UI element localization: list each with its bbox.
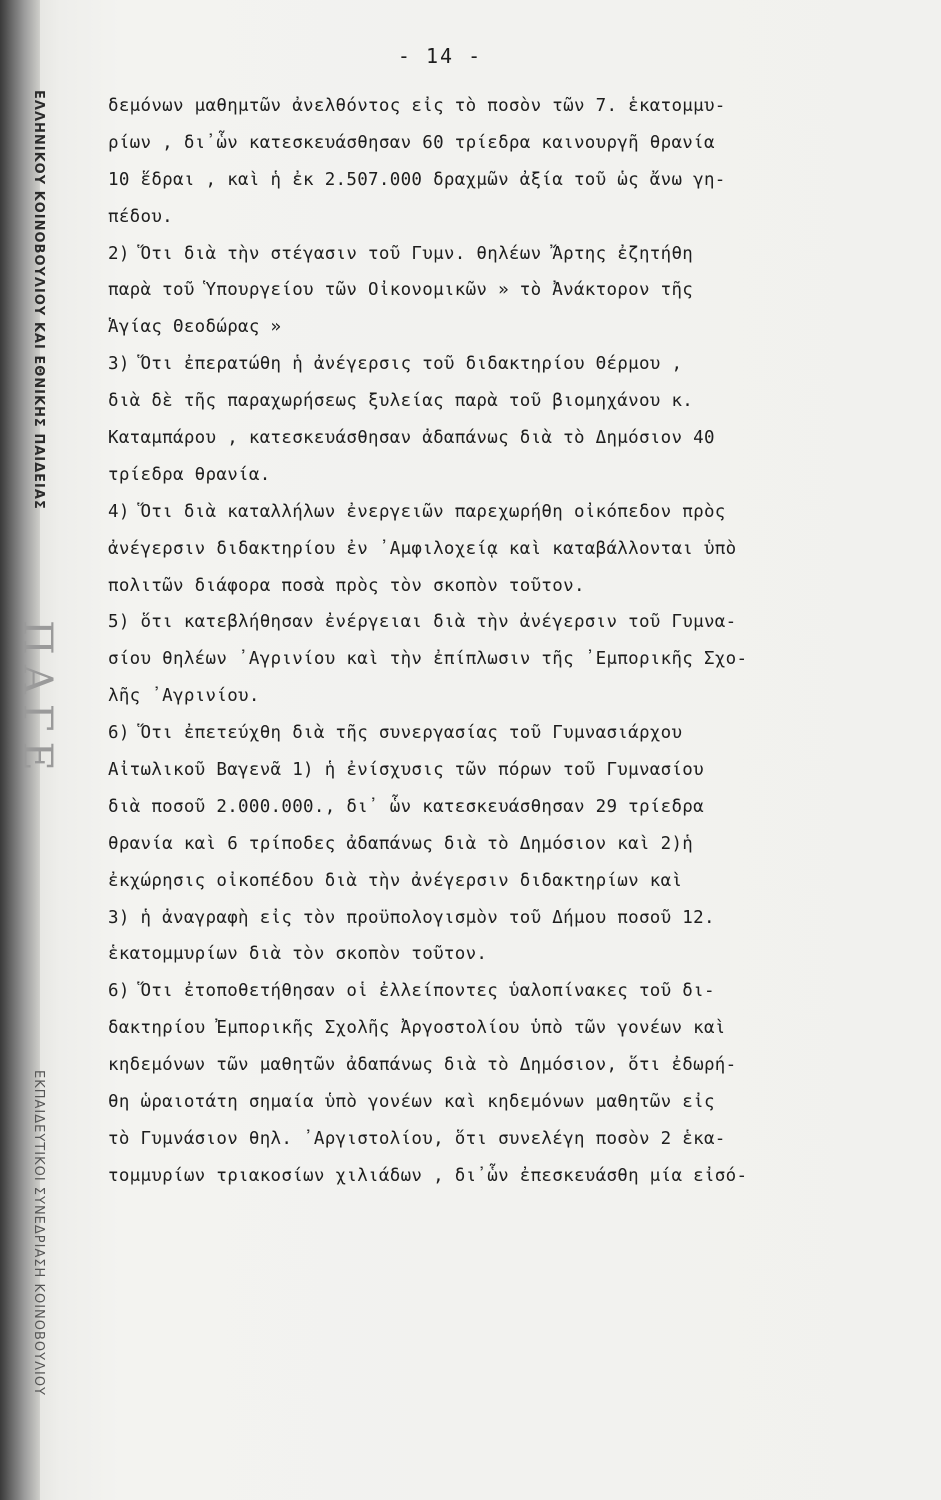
text-line: ἑκατομμυρίων διὰ τὸν σκοπὸν τοῦτον.	[108, 944, 488, 965]
text-line: τρίεδρα θρανία.	[108, 464, 271, 485]
text-line: ρίων , δι᾿ὧν κατεσκευάσθησαν 60 τρίεδρα καινουργῆ θρανία	[108, 132, 715, 153]
text-line: 4) Ὅτι διὰ καταλλήλων ἐνεργειῶν παρεχωρήθη οἰκόπεδον πρὸς	[108, 501, 726, 522]
text-line: Ἁγίας Θεοδώρας »	[108, 317, 282, 338]
text-line: παρὰ τοῦ Ὑπουργείου τῶν Οἰκονομικῶν » τὸ Ἀνάκτορον τῆς	[108, 280, 694, 301]
text-line: 10 ἕδραι , καὶ ἡ ἐκ 2.507.000 δραχμῶν ἀξία τοῦ ὡς ἄνω γη-	[108, 169, 726, 190]
text-line: θρανία καὶ 6 τρίποδες ἀδαπάνως διὰ τὸ Δημόσιον καὶ 2)ἡ	[108, 833, 694, 854]
text-line: 2) Ὅτι διὰ τὴν στέγασιν τοῦ Γυμν. θηλέων Ἄρτης ἐζητήθη	[108, 243, 694, 264]
text-line: τομμυρίων τριακοσίων χιλιάδων , δι᾿ὧν ἐπεσκευάσθη μία εἰσό-	[108, 1165, 748, 1186]
text-line: 3) Ὅτι ἐπερατώθη ἡ ἀνέγερσις τοῦ διδακτηρίου Θέρμου ,	[108, 354, 683, 375]
text-line: δακτηρίου Ἐμπορικῆς Σχολῆς Ἀργοστολίου ὑπὸ τῶν γονέων καὶ	[108, 1018, 726, 1039]
text-line: πέδου.	[108, 206, 174, 227]
watermark: ΠΑΓΕ	[14, 620, 60, 781]
text-line: τὸ Γυμνάσιον θηλ. ᾿Αργιστολίου, ὅτι συνελέγη ποσὸν 2 ἑκα-	[108, 1128, 726, 1149]
text-line: 6) Ὅτι ἐτοποθετήθησαν οἱ ἐλλείποντες ὑαλοπίνακες τοῦ δι-	[108, 981, 715, 1002]
text-line: λῆς ᾿Αγρινίου.	[108, 686, 260, 707]
text-line: Αἰτωλικοῦ Βαγενᾶ 1) ἡ ἐνίσχυσις τῶν πόρων τοῦ Γυμνασίου	[108, 760, 704, 781]
archive-stamp-bottom: ΕΚΠΑΙΔΕΥΤΙΚΟΙ ΣΥΝΕΔΡΙΑΣΗ ΚΟΙΝΟΒΟΥΛΙΟΥ	[31, 1070, 46, 1397]
typewritten-body	[108, 88, 908, 1195]
text-line: κηδεμόνων τῶν μαθητῶν ἀδαπάνως διὰ τὸ Δημόσιον, ὅτι ἐδωρή-	[108, 1055, 737, 1076]
text-line: πολιτῶν διάφορα ποσὰ πρὸς τὸν σκοπὸν τοῦτον.	[108, 575, 585, 596]
text-line: 5) ὅτι κατεβλήθησαν ἐνέργειαι διὰ τὴν ἀνέγερσιν τοῦ Γυμνα-	[108, 612, 737, 633]
text-line: σίου θηλέων ᾿Αγρινίου καὶ τὴν ἐπίπλωσιν τῆς ᾿Εμπορικῆς Σχο-	[108, 649, 748, 670]
text-line: ἀνέγερσιν διδακτηρίου ἐν ᾿Αμφιλοχείᾳ καὶ καταβάλλονται ὑπὸ	[108, 538, 737, 559]
text-line: Καταμπάρου , κατεσκευάσθησαν ἀδαπάνως διὰ τὸ Δημόσιον 40	[108, 428, 715, 449]
text-line: 6) Ὅτι ἐπετεύχθη διὰ τῆς συνεργασίας τοῦ Γυμνασιάρχου	[108, 723, 683, 744]
text-line: διὰ ποσοῦ 2.000.000., δι᾿ ὧν κατεσκευάσθησαν 29 τρίεδρα	[108, 796, 704, 817]
text-line: ἐκχώρησις οἰκοπέδου διὰ τὴν ἀνέγερσιν διδακτηρίων καὶ	[108, 870, 683, 891]
text-line: δεμόνων μαθημτῶν ἀνελθόντος εἰς τὸ ποσὸν τῶν 7. ἑκατομμυ-	[108, 96, 726, 116]
text-line: θη ὡραιοτάτη σημαία ὑπὸ γονέων καὶ κηδεμόνων μαθητῶν εἰς	[108, 1092, 715, 1113]
text-line: διὰ δὲ τῆς παραχωρήσεως ξυλείας παρὰ τοῦ βιομηχάνου κ.	[108, 391, 694, 412]
archive-stamp-top: ΕΛΛΗΝΙΚΟΥ ΚΟΙΝΟΒΟΥΛΙΟΥ ΚΑΙ ΕΘΝΙΚΗΣ ΠΑΙΔΕΙΑΣ	[31, 90, 46, 510]
text-line: 3) ἡ ἀναγραφὴ εἰς τὸν προϋπολογισμὸν τοῦ Δήμου ποσοῦ 12.	[108, 907, 715, 928]
page-number: - 14 -	[397, 44, 483, 68]
